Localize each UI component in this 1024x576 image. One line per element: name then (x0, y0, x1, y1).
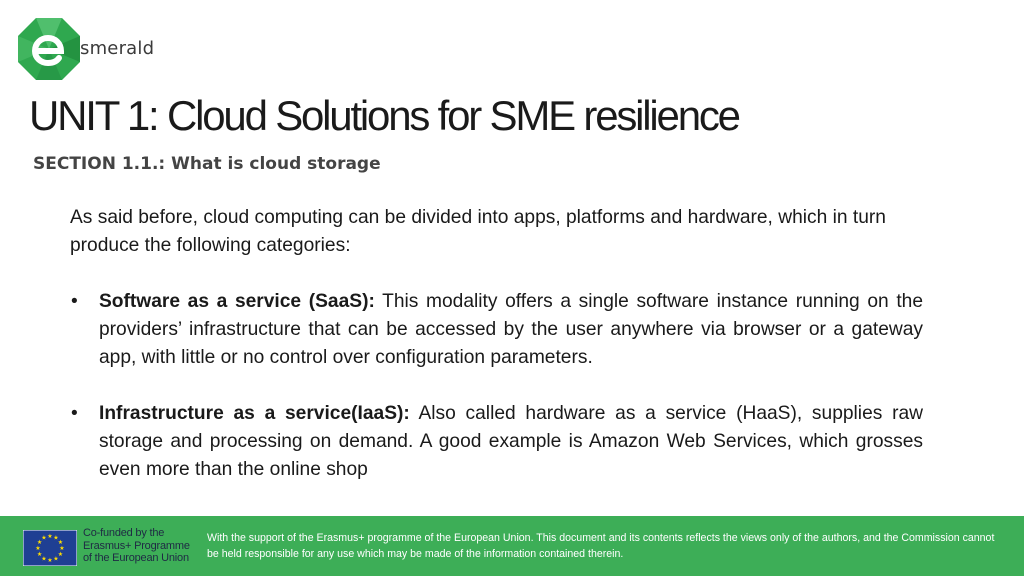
intro-paragraph: As said before, cloud computing can be divided into apps, platforms and hardware, which in turn produce the following categories: (70, 207, 886, 256)
logo-wordmark: smerald (80, 38, 155, 59)
esmerald-logo (18, 18, 158, 82)
list-item-iaas (70, 400, 923, 484)
svg-text:★: ★ (59, 545, 65, 552)
bullet-dot: • (71, 291, 78, 312)
section-subtitle: SECTION 1.1.: What is cloud storage (33, 154, 381, 174)
page-title: UNIT 1: Cloud Solutions for SME resilience (29, 92, 739, 139)
footer-bar (0, 516, 1024, 576)
svg-text:★: ★ (35, 545, 41, 552)
svg-text:★: ★ (53, 555, 59, 563)
bullet-dot: • (71, 403, 78, 424)
iaas-label: Infrastructure as a service(IaaS): (99, 403, 410, 424)
svg-text:★: ★ (36, 551, 43, 558)
cofunded-line: Erasmus+ Programme (83, 539, 190, 552)
list-item-saas (70, 288, 923, 372)
eu-flag-icon (23, 530, 77, 566)
svg-text:★: ★ (41, 555, 47, 563)
svg-text:★: ★ (36, 539, 43, 546)
slide-body (70, 204, 923, 512)
saas-label: Software as a service (SaaS): (99, 291, 375, 312)
saas-text: This modality offers a single software instance running on the providers’ infrastructure that can be accessed by the user anywhere via browser or a gateway app, with little or no control over configuration parameters. (99, 291, 923, 368)
cofunded-line: Co-funded by the (83, 527, 165, 539)
cofunded-text (83, 527, 190, 565)
svg-text:★: ★ (57, 539, 64, 546)
svg-text:★: ★ (47, 557, 53, 564)
iaas-text: Also called hardware as a service (HaaS), supplies raw storage and processing on demand. A good example is Amazon Web Services, which grosses even more than the online shop (99, 403, 923, 480)
svg-text:★: ★ (41, 534, 47, 542)
category-list (70, 288, 923, 484)
disclaimer-text: With the support of the Erasmus+ programme of the European Union. This document and its contents reflects the views only of the authors, and the Commission cannot be held responsible for any use which may be made of the information contained therein. (207, 532, 995, 560)
svg-text:★: ★ (53, 534, 59, 542)
svg-text:★: ★ (57, 551, 64, 558)
cofunded-line: of the European Union (83, 552, 189, 564)
svg-text:★: ★ (47, 533, 53, 540)
